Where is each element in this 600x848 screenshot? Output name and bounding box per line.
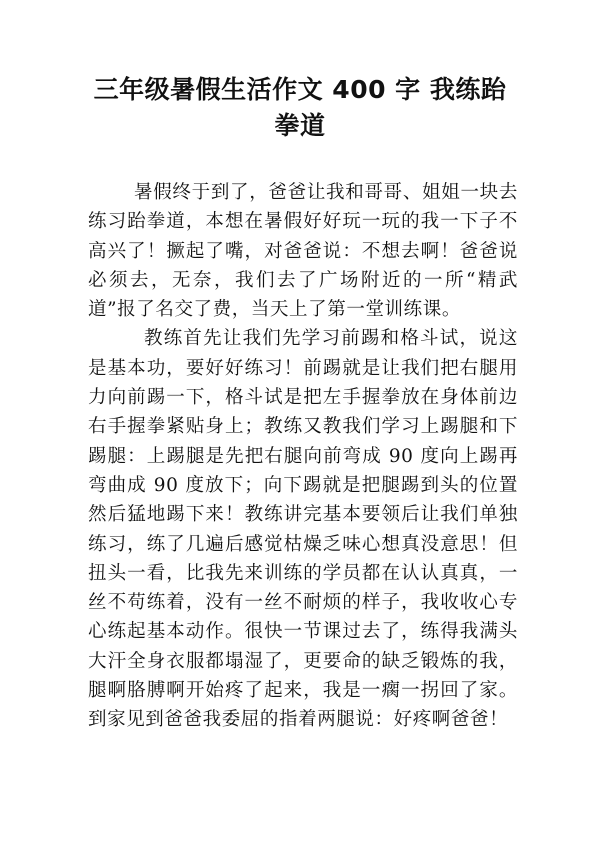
paragraph-2: 教练首先让我们先学习前踢和格斗试，说这是基本功，要好好练习！前踢就是让我们把右腿用力向前踢一下，格斗试是把左手握拳放在身体前边右手握拳紧贴身上；教练又教我们学习上踢腿和下踢腿：上踢腿是先把右腿向前弯成 90 度向上踢再弯曲成 90 度放下；向下踢就是把腿踢到头的位置然后猛地踢下来！教练讲完基本要领后让我们单独练习，练了几遍后感觉枯燥乏味心想真没意思！但扭头一看，比我先来训练的学员都在认认真真，一丝不苟练着，没有一丝不耐烦的样子，我收收心专心练起基本动作。很快一节课过去了，练得我满头大汗全身衣服都塌湿了，更要命的缺乏锻炼的我，腿啊胳膊啊开始疼了起来，我是一瘸一拐回了家。到家见到爸爸我委屈的指着两腿说：好疼啊爸爸！ <box>88 328 518 731</box>
paragraph-1: 暑假终于到了，爸爸让我和哥哥、姐姐一块去练习跆拳道，本想在暑假好好玩一玩的我一下子不高兴了！撅起了嘴，对爸爸说：不想去啊！爸爸说必须去，无奈，我们去了广场附近的一所“精武道”报了名交了费，当天上了第一堂训练课。 <box>88 182 518 321</box>
document-body <box>88 178 518 735</box>
document-title: 三年级暑假生活作文 400 字 我练跆拳道 <box>93 75 507 140</box>
